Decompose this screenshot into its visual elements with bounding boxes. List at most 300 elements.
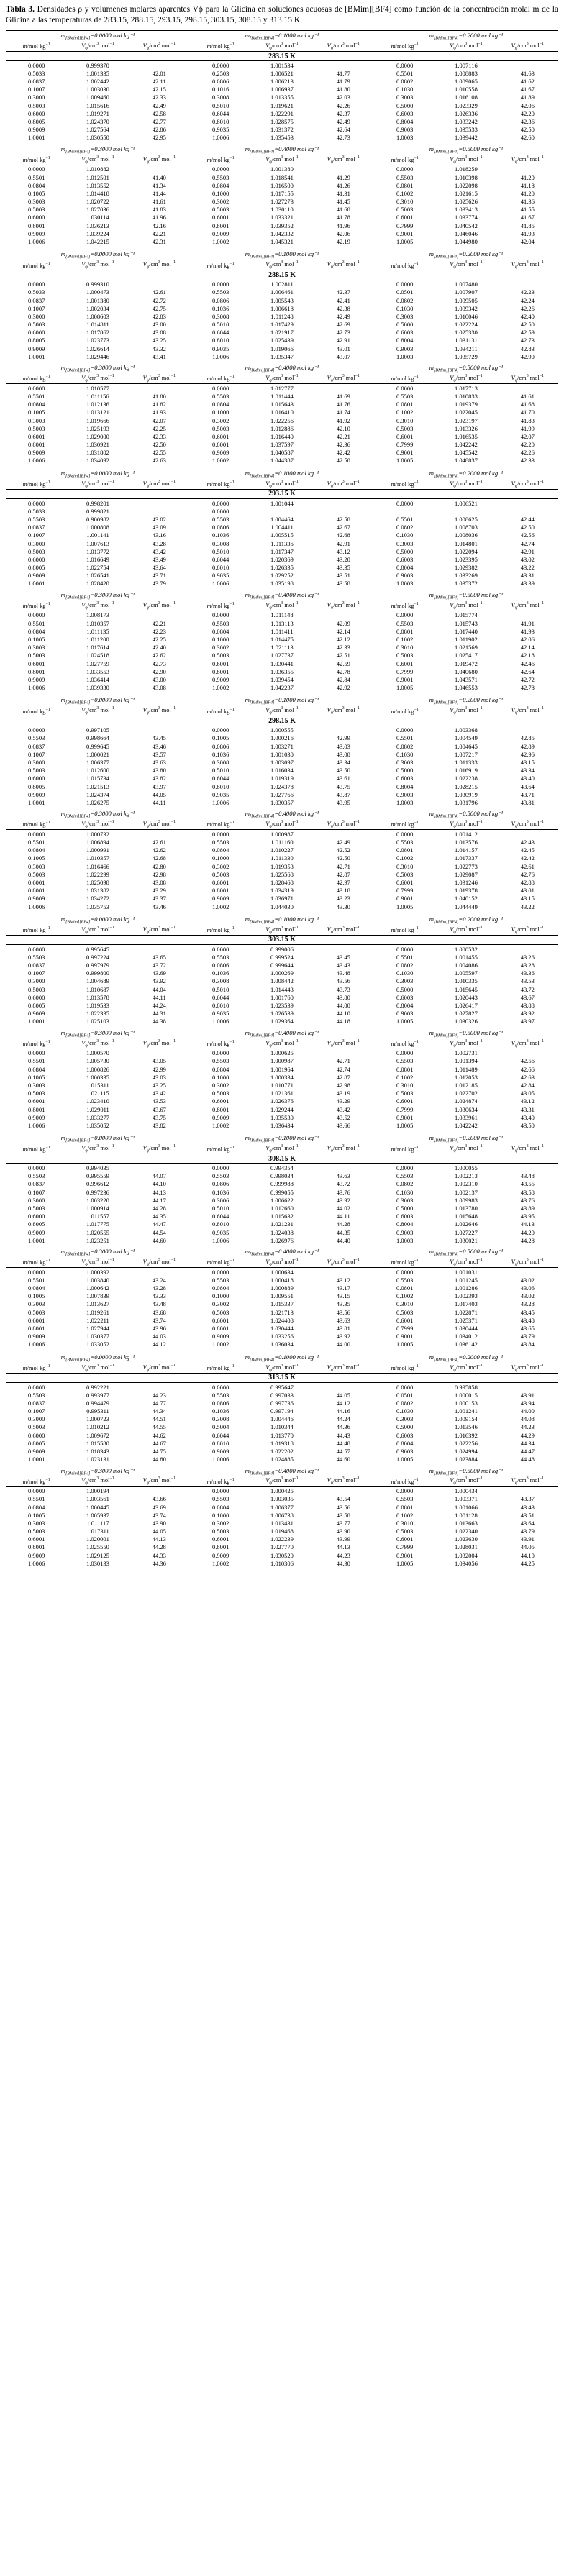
table-cell: 1.017440 <box>455 627 478 635</box>
table-cell: 42.58 <box>152 109 166 117</box>
table-cell: 1.025550 <box>86 1543 109 1551</box>
table-cell: 1.021713 <box>270 1308 294 1316</box>
table-cell: 0.5503 <box>27 734 45 742</box>
table-cell: 0.999645 <box>86 742 109 750</box>
table-cell: 0.0804 <box>27 627 45 635</box>
table-cell: 44.20 <box>520 1228 535 1236</box>
column-header: $V_\varphi/cm^3$ mol$^{-1}$ <box>450 155 483 165</box>
table-cell: 0.997033 <box>270 1391 294 1399</box>
table-cell: 0.8010 <box>212 337 229 344</box>
column-header: $V_\varphi/cm^3$ mol$^{-1}$ <box>450 1363 483 1373</box>
table-cell: 44.00 <box>336 1340 350 1348</box>
table-cell: 0.9009 <box>212 1448 229 1455</box>
table-cell: 1.023410 <box>86 1097 109 1105</box>
table-cell: 1.003271 <box>270 742 294 750</box>
table-cell: 41.67 <box>520 86 535 93</box>
table-cell: 42.33 <box>152 432 166 440</box>
table-cell: 1.042237 <box>270 684 294 692</box>
table-cell: 43.29 <box>152 887 166 895</box>
table-cell: 42.21 <box>152 229 166 237</box>
table-cell: 0.7999 <box>396 1543 414 1551</box>
table-cell: 0.6001 <box>27 1097 45 1105</box>
table-cell: 43.15 <box>336 1292 350 1300</box>
table-cell: 1.009154 <box>455 1415 478 1423</box>
table-cell <box>497 1164 558 1172</box>
table-cell: 1.011336 <box>270 539 294 547</box>
table-cell: 0.996612 <box>86 1180 109 1188</box>
table-row <box>6 1001 558 1009</box>
table-cell: 0.3003 <box>396 758 414 766</box>
table-cell: 0.6001 <box>396 432 414 440</box>
table-row <box>6 1212 558 1220</box>
table-cell: 0.5503 <box>212 619 229 627</box>
table-cell: 1.023197 <box>455 416 478 424</box>
table-cell: 0.0000 <box>27 1383 45 1391</box>
table-cell: 0.3002 <box>212 644 229 652</box>
table-cell: 1.006461 <box>270 288 294 296</box>
column-header-row <box>6 706 558 716</box>
table-row <box>6 221 558 229</box>
table-cell: 0.5003 <box>27 101 45 109</box>
table-cell: 1.012660 <box>270 1205 294 1212</box>
table-cell: 0.5003 <box>27 870 45 878</box>
table-cell: 43.81 <box>520 798 535 806</box>
column-header: $V_\varphi/cm^3$ mol$^{-1}$ <box>142 600 176 611</box>
table-cell: 0.0837 <box>27 296 45 304</box>
column-header: $V_\varphi/cm^3$ mol$^{-1}$ <box>81 1258 114 1267</box>
concentration-header-row <box>6 250 558 260</box>
table-cell: 0.999055 <box>270 1188 294 1196</box>
table-cell: 0.1002 <box>396 854 414 862</box>
table-row <box>6 531 558 539</box>
table-row <box>6 580 558 588</box>
concentration-header: $m_{[BMim][BF4]}=0.0000$ mol kg⁻¹ <box>60 696 135 706</box>
table-row <box>6 961 558 969</box>
table-cell: 1.000216 <box>270 734 294 742</box>
temperature-label: 308.15 K <box>268 1154 296 1163</box>
column-header: $V_\varphi/cm^3$ mol$^{-1}$ <box>327 1038 360 1049</box>
concentration-header: $m_{[BMim][BF4]}=0.1000$ mol kg⁻¹ <box>245 696 319 706</box>
table-cell: 0.6001 <box>212 214 229 221</box>
table-row <box>6 288 558 296</box>
table-cell: 1.012777 <box>270 384 294 392</box>
table-row <box>6 1196 558 1204</box>
table-cell: 1.0006 <box>27 457 45 465</box>
column-header: $V_\varphi/cm^3$ mol$^{-1}$ <box>511 260 544 270</box>
table-cell: 1.010577 <box>86 384 109 392</box>
table-cell: 1.010687 <box>86 985 109 993</box>
table-cell: 41.82 <box>152 401 166 408</box>
table-cell: 42.62 <box>152 652 166 659</box>
table-cell: 1.039224 <box>86 229 109 237</box>
table-cell: 41.89 <box>520 93 535 101</box>
table-cell: 0.9001 <box>396 1113 414 1121</box>
table-cell: 0.1005 <box>27 1511 45 1519</box>
table-cell: 43.24 <box>152 1276 166 1284</box>
table-cell <box>497 726 558 734</box>
table-cell: 43.69 <box>152 969 166 977</box>
table-cell: 1.030021 <box>455 1236 478 1244</box>
table-row <box>6 1113 558 1121</box>
table-cell: 0.5003 <box>396 870 414 878</box>
table-cell: 0.0000 <box>396 726 414 734</box>
table-cell: 0.0837 <box>27 1399 45 1407</box>
table-cell: 0.5003 <box>396 424 414 432</box>
table-cell: 43.67 <box>520 993 535 1001</box>
table-cell: 1.0006 <box>27 684 45 692</box>
table-cell: 1.016649 <box>86 555 109 563</box>
table-cell: 1.009065 <box>455 78 478 86</box>
table-cell: 0.6003 <box>396 1212 414 1220</box>
column-header: m/mol $kg^{-1}$ <box>391 707 419 715</box>
table-cell <box>497 498 558 507</box>
concentration-header: $m_{[BMim][BF4]}=0.4000$ mol kg⁻¹ <box>245 1028 319 1038</box>
table-cell: 44.08 <box>520 1415 535 1423</box>
column-header: m/mol $kg^{-1}$ <box>22 1145 50 1153</box>
table-cell: 1.004464 <box>270 515 294 523</box>
table-cell: 1.013552 <box>86 181 109 189</box>
table-cell: 1.025103 <box>86 1018 109 1026</box>
table-cell: 1.022754 <box>86 564 109 572</box>
table-cell: 0.0801 <box>396 401 414 408</box>
table-caption <box>6 4 558 26</box>
table-cell: 41.36 <box>520 198 535 206</box>
table-cell: 1.022211 <box>86 1316 109 1324</box>
table-cell: 42.58 <box>336 515 350 523</box>
table-cell: 1.007839 <box>86 1292 109 1300</box>
column-header: $V_\varphi/cm^3$ mol$^{-1}$ <box>81 374 114 383</box>
table-cell: 0.9009 <box>27 790 45 798</box>
table-cell: 0.6001 <box>396 1535 414 1543</box>
table-cell <box>129 726 190 734</box>
table-cell: 1.027944 <box>86 1325 109 1332</box>
table-cell: 44.23 <box>152 1391 166 1399</box>
table-cell: 1.013113 <box>270 619 294 627</box>
table-cell: 43.65 <box>152 953 166 961</box>
table-cell: 1.010558 <box>455 86 478 93</box>
table-cell: 1.030921 <box>86 441 109 449</box>
table-cell: 41.92 <box>336 416 350 424</box>
table-cell: 0.6001 <box>27 1535 45 1543</box>
column-header: $V_\varphi/cm^3$ mol$^{-1}$ <box>450 1038 483 1049</box>
table-row <box>6 895 558 903</box>
table-cell <box>497 1382 558 1391</box>
table-cell: 43.46 <box>152 742 166 750</box>
table-cell: 0.997736 <box>270 1399 294 1407</box>
table-cell: 0.8010 <box>212 1439 229 1447</box>
table-cell: 1.0005 <box>396 238 414 245</box>
table-cell: 42.06 <box>336 229 350 237</box>
table-cell: 0.1030 <box>396 1188 414 1196</box>
table-cell: 0.8005 <box>27 1220 45 1228</box>
table-cell: 0.0804 <box>212 401 229 408</box>
table-row <box>6 1324 558 1332</box>
table-cell: 42.52 <box>336 846 350 854</box>
table-cell <box>129 1382 190 1391</box>
table-cell: 0.0804 <box>27 401 45 408</box>
table-cell: 1.016410 <box>270 408 294 416</box>
table-cell: 0.9009 <box>27 126 45 134</box>
table-cell: 0.3003 <box>396 539 414 547</box>
column-header: $V_\varphi/cm^3$ mol$^{-1}$ <box>142 1144 176 1154</box>
table-cell: 0.9009 <box>212 675 229 683</box>
table-cell: 1.022256 <box>270 416 294 424</box>
table-cell: 44.77 <box>152 1399 166 1407</box>
table-cell: 1.033321 <box>270 214 294 221</box>
table-cell: 0.3003 <box>396 312 414 320</box>
table-cell: 44.05 <box>152 790 166 798</box>
table-cell: 0.6001 <box>212 1316 229 1324</box>
column-header: $V_\varphi/cm^3$ mol$^{-1}$ <box>142 706 176 716</box>
table-cell: 0.9001 <box>396 895 414 903</box>
table-cell: 0.0000 <box>396 1164 414 1172</box>
table-cell: 42.84 <box>336 675 350 683</box>
table-row <box>6 117 558 125</box>
concentration-header-row <box>6 145 558 155</box>
column-header: m/mol $kg^{-1}$ <box>206 1039 235 1047</box>
column-header: $V_\varphi/cm^3$ mol$^{-1}$ <box>511 1476 544 1486</box>
table-row <box>6 1495 558 1503</box>
table-cell: 1.020443 <box>455 993 478 1001</box>
table-cell: 0.5501 <box>27 392 45 400</box>
table-cell: 1.031382 <box>86 887 109 895</box>
table-cell: 1.024518 <box>86 652 109 659</box>
table-cell: 1.014418 <box>86 189 109 197</box>
table-row <box>6 1097 558 1105</box>
temperature-label: 283.15 K <box>268 52 296 60</box>
table-cell: 41.79 <box>336 78 350 86</box>
table-cell: 0.1036 <box>212 750 229 758</box>
table-cell <box>129 61 190 70</box>
table-cell: 0.9009 <box>212 229 229 237</box>
table-cell: 43.69 <box>152 1503 166 1511</box>
table-cell: 1.022299 <box>86 870 109 878</box>
table-cell <box>497 1486 558 1495</box>
table-row <box>6 1407 558 1415</box>
table-cell: 42.71 <box>336 862 350 870</box>
table-cell: 42.33 <box>152 93 166 101</box>
table-cell: 1.033413 <box>455 206 478 214</box>
table-cell: 0.0804 <box>212 1065 229 1073</box>
table-cell: 42.73 <box>152 659 166 667</box>
table-cell: 1.001066 <box>455 1503 478 1511</box>
table-cell: 1.030441 <box>270 659 294 667</box>
table-cell: 1.012053 <box>455 1073 478 1081</box>
table-cell: 0.7999 <box>396 1105 414 1113</box>
column-header: m/mol $kg^{-1}$ <box>206 375 235 383</box>
table-cell: 43.40 <box>520 1113 535 1121</box>
table-cell: 1.025330 <box>455 329 478 337</box>
table-cell: 43.41 <box>152 352 166 360</box>
table-cell: 44.00 <box>520 1407 535 1415</box>
table-cell: 43.50 <box>336 767 350 775</box>
table-cell: 0.6001 <box>27 1316 45 1324</box>
table-cell: 0.5000 <box>396 985 414 993</box>
table-cell: 43.54 <box>336 1495 350 1503</box>
table-cell: 0.0000 <box>212 499 229 507</box>
table-row <box>6 280 558 288</box>
table-cell: 42.49 <box>336 118 350 125</box>
table-cell: 1.026539 <box>270 1010 294 1018</box>
table-cell: 1.019271 <box>86 109 109 117</box>
column-header: $V_\varphi/cm^3$ mol$^{-1}$ <box>511 706 544 716</box>
table-row <box>6 424 558 432</box>
table-cell: 0.5503 <box>212 515 229 523</box>
table-cell: 42.72 <box>152 296 166 304</box>
table-cell: 1.013627 <box>86 1300 109 1308</box>
column-header: $V_\varphi/cm^3$ mol$^{-1}$ <box>142 1363 176 1373</box>
table-cell: 42.45 <box>520 846 535 854</box>
table-cell: 1.028575 <box>270 118 294 125</box>
table-cell: 0.9003 <box>396 126 414 134</box>
table-cell <box>129 830 190 839</box>
table-row <box>6 1065 558 1073</box>
column-header: m/mol $kg^{-1}$ <box>391 42 419 50</box>
table-cell: 1.001128 <box>455 1511 478 1519</box>
temperature-label: 313.15 K <box>268 1374 296 1382</box>
table-cell: 0.999524 <box>270 953 294 961</box>
table-cell: 1.019533 <box>86 1001 109 1009</box>
table-cell: 0.6001 <box>396 1097 414 1105</box>
table-cell <box>313 945 374 954</box>
table-cell: 1.017337 <box>455 854 478 862</box>
table-cell: 43.79 <box>520 1527 535 1535</box>
concentration-header: $m_{[BMim][BF4]}=0.4000$ mol kg⁻¹ <box>245 1248 319 1257</box>
table-cell: 0.8001 <box>27 1325 45 1332</box>
table-row <box>6 635 558 643</box>
table-cell: 42.78 <box>336 667 350 675</box>
table-cell: 1.005730 <box>86 1057 109 1065</box>
column-header: $V_\varphi/cm^3$ mol$^{-1}$ <box>265 155 299 165</box>
concentration-header: $m_{[BMim][BF4]}=0.1000$ mol kg⁻¹ <box>245 915 319 925</box>
table-cell: 0.9009 <box>27 1551 45 1559</box>
table-cell: 1.040680 <box>455 667 478 675</box>
table-cell: 1.0006 <box>27 1559 45 1567</box>
table-cell: 1.011160 <box>270 839 294 846</box>
concentration-header: $m_{[BMim][BF4]}=0.2000$ mol kg⁻¹ <box>429 31 504 41</box>
table-cell: 1.016108 <box>455 93 478 101</box>
table-cell: 0.5503 <box>212 392 229 400</box>
concentration-header-row <box>6 364 558 374</box>
table-row <box>6 165 558 173</box>
column-header: m/mol $kg^{-1}$ <box>22 1364 50 1371</box>
table-cell: 0.5003 <box>27 652 45 659</box>
table-cell: 1.010882 <box>86 165 109 173</box>
table-cell: 1.016466 <box>86 862 109 870</box>
concentration-header: $m_{[BMim][BF4]}=0.0000$ mol kg⁻¹ <box>60 31 135 41</box>
table-cell: 0.1005 <box>27 1073 45 1081</box>
table-cell: 1.028420 <box>86 580 109 588</box>
table-cell: 43.82 <box>152 775 166 782</box>
table-cell: 1.000642 <box>86 1284 109 1292</box>
table-cell: 0.9003 <box>396 790 414 798</box>
table-cell: 1.010212 <box>86 1423 109 1431</box>
table-row <box>6 312 558 320</box>
table-cell: 43.68 <box>152 1308 166 1316</box>
table-cell: 44.28 <box>336 1220 350 1228</box>
table-cell: 0.8010 <box>212 564 229 572</box>
table-cell: 1.013576 <box>455 839 478 846</box>
table-cell: 1.011333 <box>455 758 478 766</box>
table-cell: 1.024874 <box>455 1097 478 1105</box>
table-cell: 43.53 <box>520 977 535 985</box>
table-row <box>6 392 558 400</box>
table-cell: 1.010357 <box>86 619 109 627</box>
table-cell: 44.11 <box>152 798 166 806</box>
table-cell: 0.6001 <box>27 432 45 440</box>
table-cell: 41.80 <box>152 392 166 400</box>
table-cell: 42.74 <box>520 539 535 547</box>
table-cell: 43.67 <box>152 1105 166 1113</box>
table-cell: 1.048837 <box>455 457 478 465</box>
table-cell: 42.99 <box>336 734 350 742</box>
table-cell: 1.0003 <box>396 134 414 142</box>
table-cell: 0.997979 <box>86 962 109 969</box>
table-cell: 1.022335 <box>86 1010 109 1018</box>
table-cell: 43.23 <box>336 895 350 903</box>
column-header: m/mol $kg^{-1}$ <box>206 1477 235 1485</box>
table-cell: 43.52 <box>336 1113 350 1121</box>
table-cell: 0.6044 <box>212 109 229 117</box>
table-cell: 0.0000 <box>212 945 229 953</box>
table-cell: 43.80 <box>152 767 166 775</box>
table-row <box>6 93 558 101</box>
table-cell: 0.999988 <box>270 1180 294 1188</box>
table-cell: 1.014475 <box>270 635 294 643</box>
table-cell: 41.45 <box>336 198 350 206</box>
table-cell: 0.3003 <box>27 644 45 652</box>
table-cell: 44.02 <box>336 1205 350 1212</box>
table-cell: 0.5000 <box>396 547 414 555</box>
table-cell: 44.34 <box>152 1407 166 1415</box>
column-header: $V_\varphi/cm^3$ mol$^{-1}$ <box>81 600 114 611</box>
table-cell: 42.40 <box>520 312 535 320</box>
table-cell: 1.001030 <box>270 750 294 758</box>
table-cell: 43.42 <box>336 1105 350 1113</box>
table-cell: 0.0802 <box>396 296 414 304</box>
table-cell: 43.03 <box>152 1073 166 1081</box>
table-cell <box>313 830 374 839</box>
table-cell: 0.1007 <box>27 969 45 977</box>
table-cell: 0.5003 <box>27 985 45 993</box>
table-cell: 1.006937 <box>270 86 294 93</box>
table-cell: 0.5503 <box>212 1172 229 1180</box>
temperature-row <box>6 1373 558 1382</box>
table-cell <box>313 165 374 173</box>
temperature-row <box>6 51 558 60</box>
table-cell: 0.0804 <box>212 181 229 189</box>
table-cell: 42.67 <box>336 524 350 531</box>
table-cell: 1.021513 <box>86 782 109 790</box>
table-cell: 43.25 <box>152 337 166 344</box>
table-cell: 0.5003 <box>212 206 229 214</box>
table-cell: 0.9001 <box>396 449 414 457</box>
table-cell: 1.016919 <box>455 767 478 775</box>
table-cell: 44.48 <box>336 1439 350 1447</box>
table-row <box>6 1284 558 1292</box>
table-cell: 1.011248 <box>270 312 294 320</box>
table-cell: 42.87 <box>336 1073 350 1081</box>
temperature-row <box>6 270 558 280</box>
column-header: m/mol $kg^{-1}$ <box>206 155 235 163</box>
table-row <box>6 726 558 734</box>
table-cell: 1.015734 <box>86 775 109 782</box>
table-cell: 0.5501 <box>27 1276 45 1284</box>
table-cell: 1.040542 <box>455 221 478 229</box>
table-cell: 1.033052 <box>86 1340 109 1348</box>
table-cell: 1.003840 <box>86 1276 109 1284</box>
table-cell: 43.91 <box>520 1391 535 1399</box>
